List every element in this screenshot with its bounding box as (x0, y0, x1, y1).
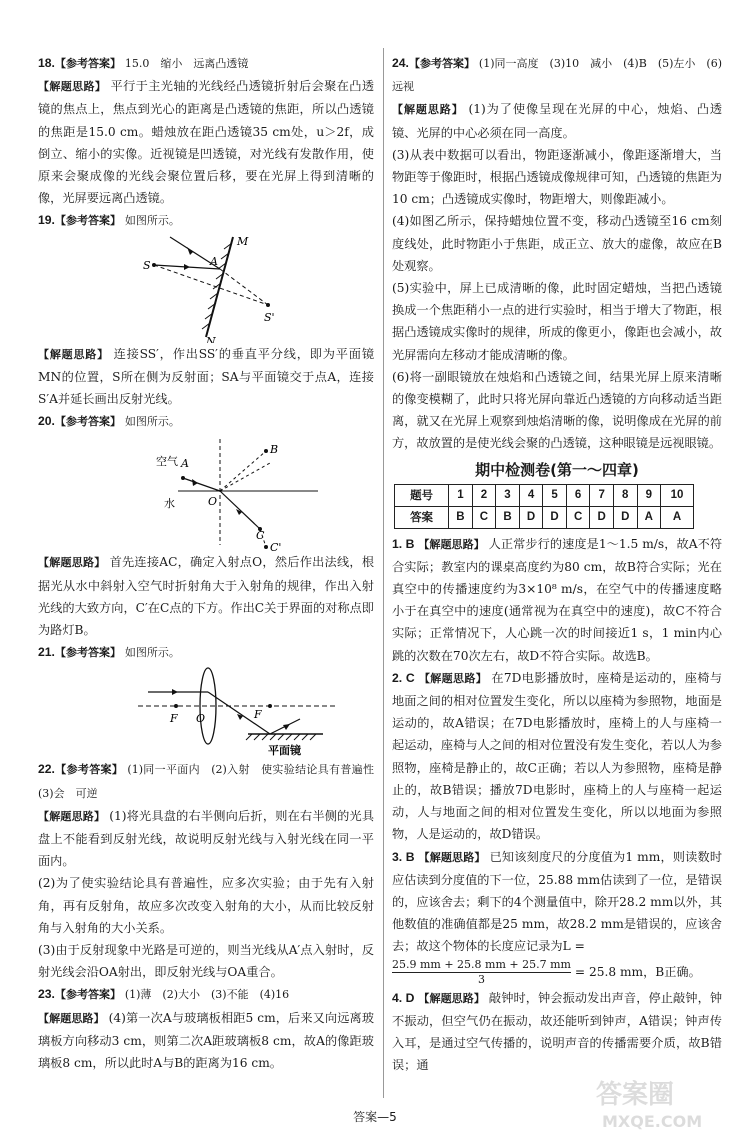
fraction-denominator: 3 (477, 972, 485, 986)
answer-cell: B (496, 506, 520, 528)
q20-diagram-svg (38, 433, 374, 551)
label-F-left: F (170, 712, 178, 726)
label-air: 空气 (156, 455, 178, 469)
label-B: B (270, 443, 279, 457)
q24-explanation-4: (4)如图乙所示，保持蜡烛位置不变，移动凸透镜至16 cm刻度线处，此时物距小于焦距，成正立、放大的虚像，故应在B处观察。 (392, 214, 722, 273)
q24-explanation-5: (5)实验中，屏上已成清晰的像，此时固定蜡烛，当把凸透镜换成一个焦距稍小一点的进行实验时，相当于增大了物距，根据凸透镜成实像时的规律，所成的像更小，像距也会减小，故光屏需向左移动才能成清晰的像。 (392, 281, 722, 362)
label-O: O (196, 712, 206, 726)
m3-fraction (392, 958, 571, 987)
m1-explanation: 1. B 【解题思路】 人正常步行的速度是1～1.5 m/s，故A不符合实际；教室内的课桌高度约为80 cm，故B符合实际；光在真空中的传播速度约为3×10⁸ m/s，在空气中的传播速度略小于在真空中的速度(通常视为在真空中的速度)，故C不符合实际；正常情况下，人心跳一次的时间接近1 s，1 min内心跳的次数在70次左右，故D不符合实际。故选B。 (392, 536, 723, 663)
label-S-prime: S' (264, 310, 275, 324)
answer-cell: D (519, 506, 543, 528)
right-column (392, 52, 722, 1076)
watermark-line1: 答案圈 (596, 1080, 675, 1110)
q22-explanation-1: 【解题思路】 (1)将光具盘的右半侧向后折，则在右半侧的光具盘上不能看到反射光线，故说明反射光线与入射光线在同一平面内。 (38, 808, 375, 869)
q24-explanation-1: 【解题思路】 (1)为了使像呈现在光屏的中心，烛焰、凸透镜、光屏的中心必须在同一高度。 (392, 102, 723, 140)
m4-explanation: 4. D 【解题思路】 敲钟时，钟会振动发出声音，停止敲钟，钟不振动，但空气仍在振动，故还能听到钟声，A错误；钟声传入耳，是通过空气传播的，说明声音的传播需要介质，故B错误；通 (392, 990, 723, 1073)
q24-explanation-6: (6)将一副眼镜放在烛焰和凸透镜之间，结果光屏上原来清晰的像变模糊了，此时只将光屏向靠近凸透镜的方向移动适当距离，就又在光屏上观察到烛焰清晰的像，说明像成在光屏的前方，故放置的是使光线会聚的凸透镜，这种眼镜是远视眼镜。 (392, 369, 722, 451)
page-footer: 答案—5 (353, 1110, 397, 1124)
fraction-numerator: 25.9 mm + 25.8 mm + 25.7 mm (392, 957, 571, 971)
q24-explanation-3: (3)从表中数据可以看出，物距逐渐减小，像距逐渐增大，当物距等于像距时，根据凸透镜成像规律可知，凸透镜的焦距为10 cm；凸透镜成实像时，物距增大，则像距减小。 (392, 147, 722, 207)
answer-key-answer-row (395, 506, 694, 528)
num-cell: 3 (496, 484, 520, 506)
header-label: 题号 (395, 484, 449, 506)
answer-key-header-row (395, 484, 694, 506)
label-S: S (143, 258, 151, 272)
answer-cell: D (543, 506, 567, 528)
left-column (38, 52, 385, 1074)
watermark-logo (592, 1073, 732, 1135)
label-M: M (237, 234, 249, 248)
label-F-right: F (254, 708, 262, 722)
num-cell: 7 (590, 484, 614, 506)
q19-answer: 19.【参考答案】 如图所示。 (38, 213, 180, 228)
label-C: C (256, 529, 265, 543)
m2-explanation: 2. C 【解题思路】 在7D电影播放时，座椅是运动的，座椅与地面之间的相对位置发生变化，所以以座椅为参照物，地面是运动的，故A错误；在7D电影播放时，座椅上的人与座椅一起运动，座椅与人之间的相对位置没有发生变化，若以人为参照物，座椅是静止的，故C正确；若以人为参照物，座椅是静止的，故B错误；播放7D电影时，座椅上的人与座椅一起运动，人与地面之间的相对位置发生变化，所以以地面为参照物，人是运动的，故D错误。 (392, 670, 723, 842)
m3-explanation: 3. B 【解题思路】 已知该刻度尺的分度值为1 mm，则读数时应估读到分度值的下一位，25.88 mm估读到了一位，是错误的，应该舍去；剩下的4个测量值中，除开28.2 mm以外，其他数值的准确值都是25 mm，故28.2 mm是错误的，应该舍去；故这个物体的长度应记录为L = (392, 849, 723, 954)
num-cell: 5 (543, 484, 567, 506)
answer-cell: C (472, 506, 496, 528)
m3-fraction-line (392, 958, 722, 987)
q19-diagram-svg (38, 233, 374, 343)
answer-label: 答案 (395, 506, 449, 528)
answer-cell: A (637, 506, 661, 528)
label-O: O (208, 495, 218, 509)
answer-cell: D (613, 506, 637, 528)
label-mirror: 平面镜 (268, 744, 301, 758)
q18-explanation: 【解题思路】 平行于主光轴的光线经凸透镜折射后会聚在凸透镜的焦点上，焦点到光心的距离是凸透镜的焦距，所以凸透镜的焦距是15.0 cm。蜡烛放在距凸透镜35 cm处，u＞2f，成倒立、缩小的实像。近视镜是凹透镜，对光线有发散作用，使原来会聚成像的光线会聚位置后移，要在光屏上得到清晰的像，光屏要远离凸透镜。 (38, 79, 375, 206)
num-cell: 4 (519, 484, 543, 506)
q19-explanation: 【解题思路】 连接SS′，作出SS′的垂直平分线，即为平面镜MN的位置，S所在侧为反射面；SA与平面镜交于点A，连接S′A并延长画出反射光线。 (38, 346, 375, 407)
q22-explanation-3: (3)由于反射现象中光路是可逆的，则当光线从A′点入射时，反射光线会沿OA射出，即反射光线与OA重合。 (38, 943, 374, 980)
label-water: 水 (164, 497, 175, 511)
num-cell: 9 (637, 484, 661, 506)
midterm-title: 期中检测卷(第一～四章) (475, 460, 639, 479)
label-N: N (206, 334, 216, 343)
q23-explanation: 【解题思路】 (4)第一次A与玻璃板相距5 cm，后来又向远离玻璃板方向移动3 cm，则第二次A距玻璃板8 cm，故A的像距玻璃板8 cm，所以此时A与B的距离为16 cm。 (38, 1010, 375, 1071)
num-cell: 1 (449, 484, 473, 506)
num-cell: 10 (661, 484, 694, 506)
label-A: A (210, 254, 218, 268)
q21-lens-diagram (38, 664, 374, 758)
q21-diagram-svg (38, 664, 374, 758)
q18-answer: 18.【参考答案】 15.0 缩小 远离凸透镜 (38, 56, 249, 70)
q19-mirror-diagram (38, 233, 374, 343)
q23-answer: 23.【参考答案】 (1)薄 (2)大小 (3)不能 (4)16 (38, 987, 290, 1002)
q20-refraction-diagram (38, 433, 374, 551)
label-A: A (181, 457, 189, 471)
q20-answer: 20.【参考答案】 如图所示。 (38, 414, 180, 429)
q22-answer: 22.【参考答案】 (1)同一平面内 (2)入射 使实验结论具有普遍性 (3)会 可逆 (38, 762, 385, 800)
column-divider (383, 48, 384, 1098)
q22-explanation-2: (2)为了使实验结论具有普遍性，应多次实验；由于先有入射角，再有反射角，故应多次改变入射角的大小，从而比较反射角与入射角的大小关系。 (38, 876, 374, 935)
answer-cell: C (566, 506, 590, 528)
label-C-prime: C' (270, 541, 282, 552)
answer-cell: B (449, 506, 473, 528)
fraction-result: = 25.8 mm，B正确。 (574, 964, 701, 979)
q20-explanation: 【解题思路】 首先连接AC，确定入射点O，然后作出法线，根据光从水中斜射入空气时折射角大于入射角的规律，作出入射光线的大致方向，C′在C点的下方。作出C关于界面的对称点即为路灯B。 (38, 555, 375, 638)
num-cell: 6 (566, 484, 590, 506)
answer-cell: D (590, 506, 614, 528)
num-cell: 2 (472, 484, 496, 506)
answer-key-table (394, 484, 694, 529)
watermark-line2: MXQE.COM (602, 1112, 703, 1131)
q24-answer: 24.【参考答案】 (1)同一高度 (3)10 减小 (4)B (5)左小 (6)远视 (392, 56, 723, 94)
q21-answer: 21.【参考答案】 如图所示。 (38, 645, 180, 660)
num-cell: 8 (613, 484, 637, 506)
answer-cell: A (661, 506, 694, 528)
